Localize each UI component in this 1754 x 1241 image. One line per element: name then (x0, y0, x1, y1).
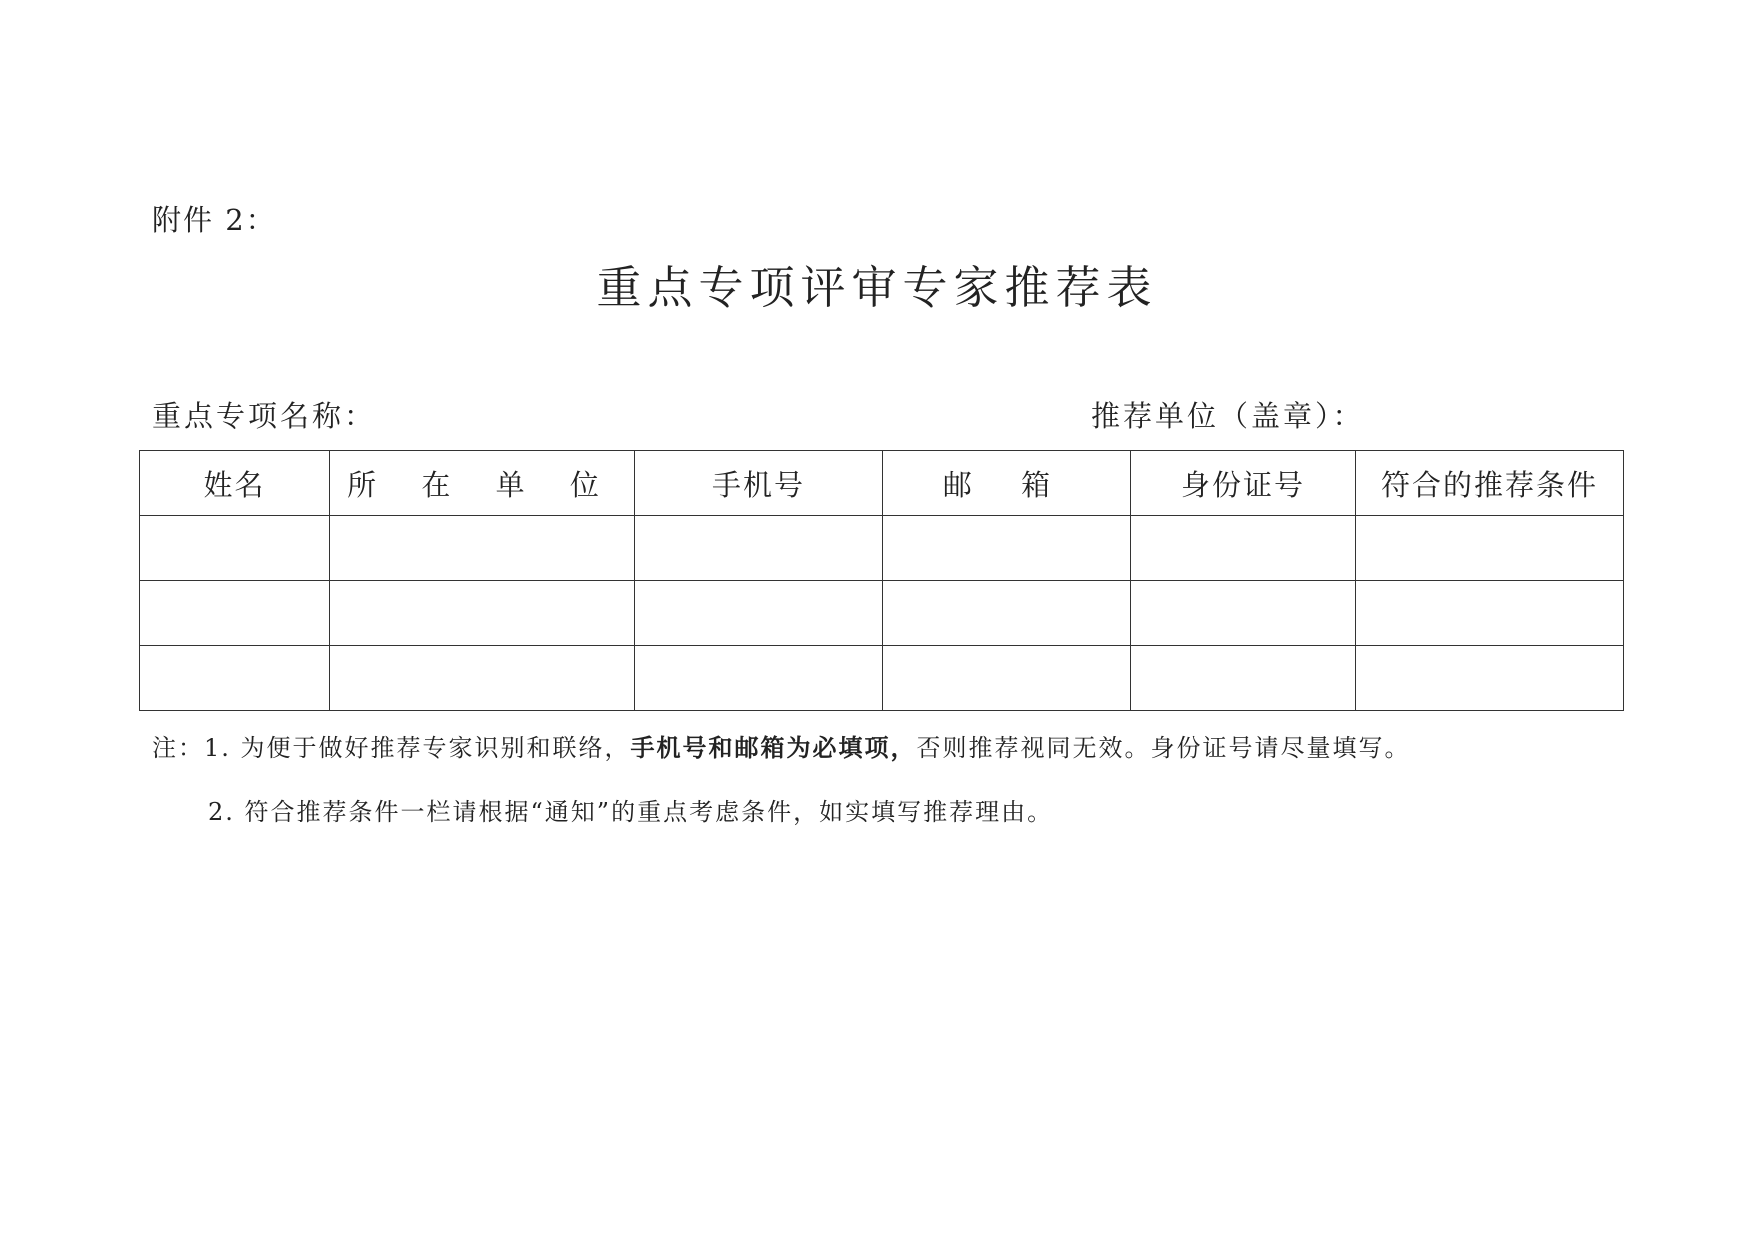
cell-name[interactable] (140, 646, 330, 711)
table-row (140, 646, 1624, 711)
cell-organization[interactable] (330, 581, 635, 646)
cell-organization[interactable] (330, 516, 635, 581)
cell-qualification[interactable] (1356, 581, 1624, 646)
note-1 (152, 732, 1411, 764)
cell-phone[interactable] (635, 581, 883, 646)
cell-email[interactable] (883, 516, 1131, 581)
table-header-row (140, 451, 1624, 516)
column-header-qualification: 符合的推荐条件 (1356, 451, 1624, 516)
cell-email[interactable] (883, 581, 1131, 646)
table-row (140, 581, 1624, 646)
cell-name[interactable] (140, 516, 330, 581)
cell-id-number[interactable] (1131, 646, 1356, 711)
column-header-id-number: 身份证号 (1131, 451, 1356, 516)
cell-phone[interactable] (635, 516, 883, 581)
project-name-label: 重点专项名称： (152, 399, 377, 433)
table-row (140, 516, 1624, 581)
column-header-phone: 手机号 (635, 451, 883, 516)
cell-email[interactable] (883, 646, 1131, 711)
expert-recommendation-table (139, 450, 1624, 711)
cell-qualification[interactable] (1356, 516, 1624, 581)
attachment-label: 附件 2： (152, 203, 277, 237)
cell-organization[interactable] (330, 646, 635, 711)
recommending-unit-label: 推荐单位（盖章）： (1091, 399, 1365, 433)
page-title: 重点专项评审专家推荐表 (596, 261, 1158, 314)
column-header-name: 姓名 (140, 451, 330, 516)
cell-qualification[interactable] (1356, 646, 1624, 711)
cell-id-number[interactable] (1131, 516, 1356, 581)
cell-phone[interactable] (635, 646, 883, 711)
note-1-suffix: 否则推荐视同无效。身份证号请尽量填写。 (916, 734, 1411, 762)
column-header-organization: 所 在 单 位 (330, 451, 635, 516)
note-2: 2. 符合推荐条件一栏请根据“通知”的重点考虑条件，如实填写推荐理由。 (208, 798, 1054, 826)
note-1-prefix: 注：1. 为便于做好推荐专家识别和联络， (152, 734, 631, 762)
cell-id-number[interactable] (1131, 581, 1356, 646)
note-1-required-fields: 手机号和邮箱为必填项， (630, 733, 917, 762)
cell-name[interactable] (140, 581, 330, 646)
column-header-email: 邮 箱 (883, 451, 1131, 516)
